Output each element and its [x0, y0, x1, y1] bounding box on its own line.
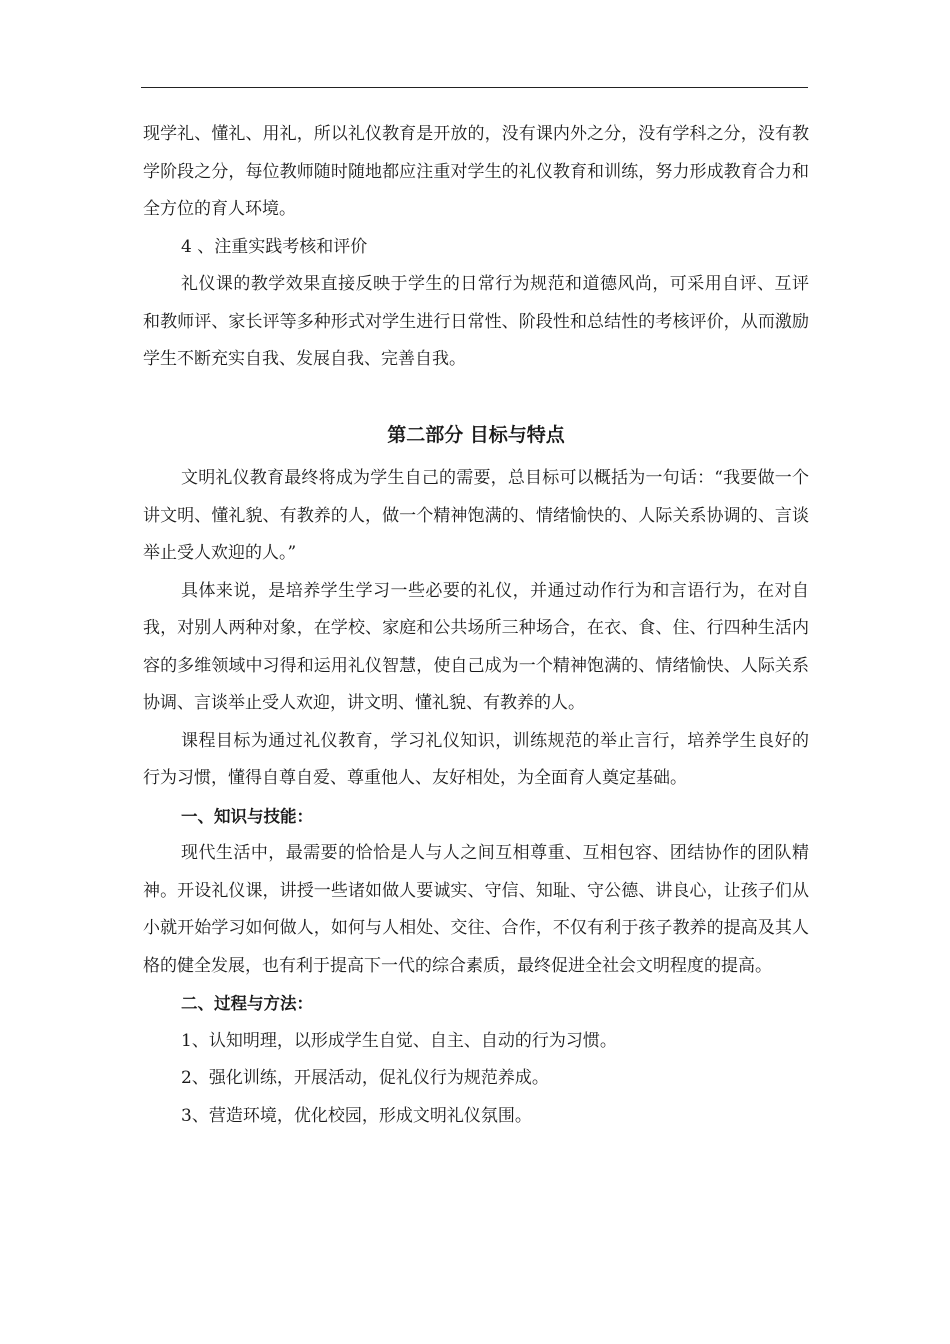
paragraph-continued: 现学礼、懂礼、用礼，所以礼仪教育是开放的，没有课内外之分，没有学科之分，没有教学阶段之分，每位教师随时随地都应注重对学生的礼仪教育和训练，努力形成教育合力和全方位的育人环境。 [143, 124, 809, 219]
paragraph-specific: 具体来说，是培养学生学习一些必要的礼仪，并通过动作行为和言语行为，在对自我，对别人两种对象，在学校、家庭和公共场所三种场合，在衣、食、住、行四种生活内容的多维领域中习得和运用礼仪智慧，使自己成为一个精神饱满的、情绪愉快、人际关系协调、言谈举止受人欢迎，讲文明、懂礼貌、有教养的人。 [143, 580, 809, 713]
paragraph-evaluation: 礼仪课的教学效果直接反映于学生的日常行为规范和道德风尚，可采用自评、互评和教师评、家长评等多种形式对学生进行日常性、阶段性和总结性的考核评价，从而激励学生不断充实自我、发展自我、完善自我。 [143, 274, 809, 369]
document-body [143, 116, 809, 1135]
list-item-4: 4 、注重实践考核和评价 [181, 236, 368, 257]
subheading-process-method: 二、过程与方法： [181, 994, 313, 1013]
paragraph-knowledge: 现代生活中，最需要的恰恰是人与人之间互相尊重、互相包容、团结协作的团队精神。开设礼仪课，讲授一些诸如做人要诚实、守信、知耻、守公德、讲良心，让孩子们从小就开始学习如何做人，如何与人相处、交往、合作，不仅有利于孩子教养的提高及其人格的健全发展，也有利于提高下一代的综合素质，最终促进全社会文明程度的提高。 [143, 843, 809, 976]
paragraph-course-goal: 课程目标为通过礼仪教育，学习礼仪知识，训练规范的举止言行，培养学生良好的行为习惯，懂得自尊自爱、尊重他人、友好相处，为全面育人奠定基础。 [143, 730, 809, 788]
list-item: 2、强化训练，开展活动，促礼仪行为规范养成。 [181, 1068, 549, 1088]
section-heading: 第二部分 目标与特点 [387, 423, 565, 446]
header-rule [141, 87, 808, 88]
list-item: 3、营造环境，优化校园，形成文明礼仪氛围。 [181, 1105, 532, 1126]
list-item: 1、认知明理，以形成学生自觉、自主、自动的行为习惯。 [181, 1030, 617, 1051]
paragraph-overall-goal: 文明礼仪教育最终将成为学生自己的需要，总目标可以概括为一句话：“我要做一个讲文明、懂礼貌、有教养的人，做一个精神饱满的、情绪愉快的、人际关系协调的、言谈举止受人欢迎的人。” [143, 468, 809, 563]
subheading-knowledge-skills: 一、知识与技能： [181, 806, 313, 826]
